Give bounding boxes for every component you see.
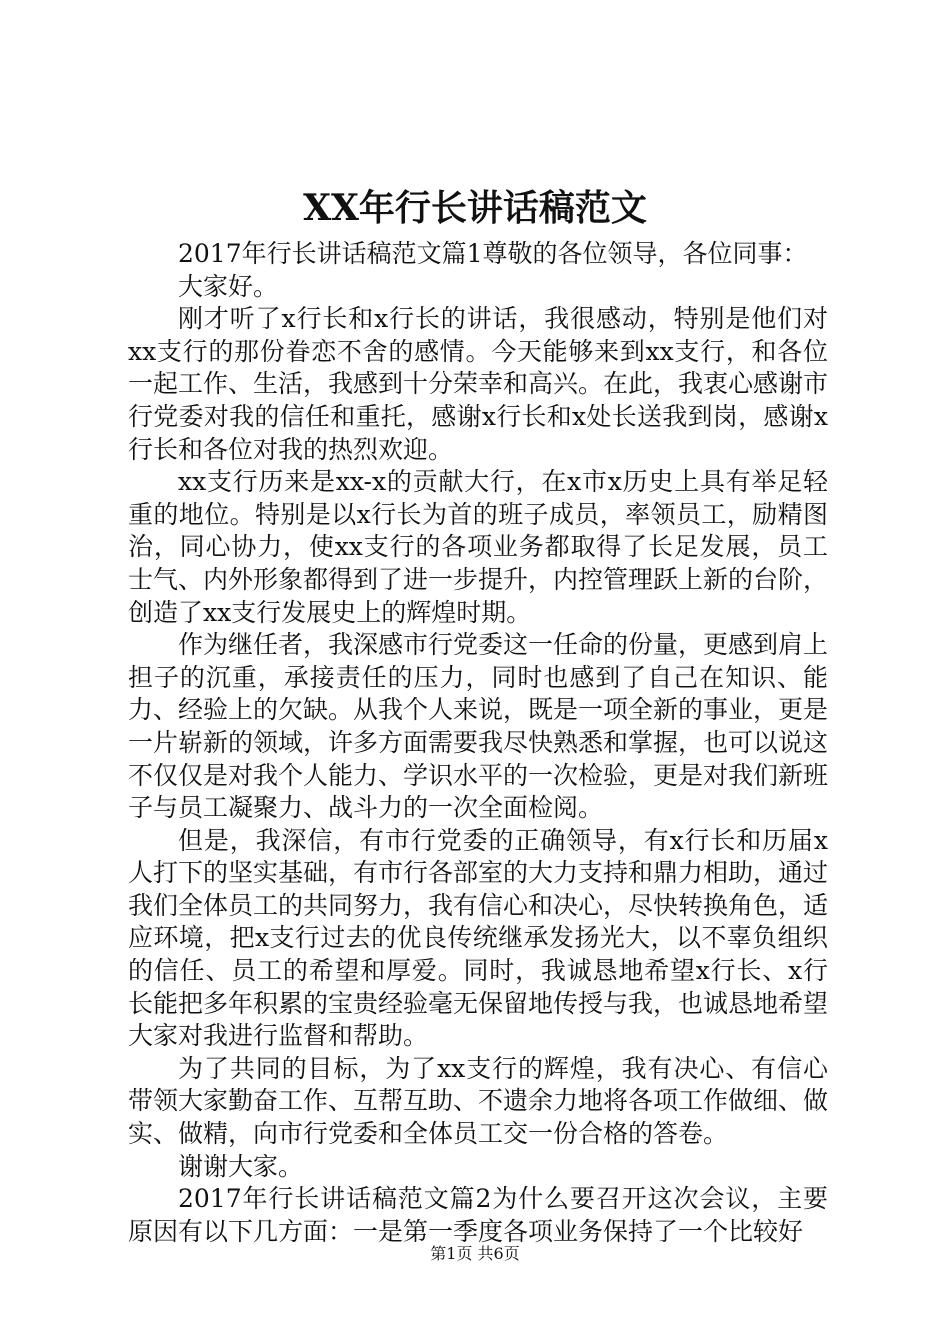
document-body [128, 238, 828, 1248]
paragraph: 为了共同的目标，为了xx支行的辉煌，我有决心、有信心带领大家勤奋工作、互帮互助、不遗余力地将各项工作做细、做实、做精，向市行党委和全体员工交一份合格的答卷。 [128, 1053, 829, 1149]
paragraph: 但是，我深信，有市行党委的正确领导，有x行长和历届x人打下的坚实基础，有市行各部室的大力支持和鼎力相助，通过我们全体员工的共同努力，我有信心和决心，尽快转换角色，适应环境，把x支行过去的优良传统继承发扬光大，以不辜负组织的信任、员工的希望和厚爱。同时，我诚恳地希望x行长、x行长能把多年积累的宝贵经验毫无保留地传授与我，也诚恳地希望大家对我进行监督和帮助。 [128, 825, 829, 1051]
paragraph-greeting: 大家好。 [178, 271, 279, 301]
document-title: XX年行长讲话稿范文 [303, 187, 647, 229]
paragraph: 作为继任者，我深感市行党委这一任命的份量，更感到肩上担子的沉重，承接责任的压力，同时也感到了自己在知识、能力、经验上的欠缺。从我个人来说，既是一项全新的事业，更是一片崭新的领域，许多方面需要我尽快熟悉和掌握，也可以说这不仅仅是对我个人能力、学识水平的一次检验，更是对我们新班子与员工凝聚力、战斗力的一次全面检阅。 [128, 630, 829, 823]
paragraph: xx支行历来是xx-x的贡献大行，在x市x历史上具有举足轻重的地位。特别是以x行长为首的班子成员，率领员工，励精图治，同心协力，使xx支行的各项业务都取得了长足发展，员工士气、内外形象都得到了进一步提升，内控管理跃上新的台阶，创造了xx支行发展史上的辉煌时期。 [128, 467, 829, 627]
page-number-footer: 第1页 共6页 [430, 1244, 520, 1263]
paragraph-salutation: 2017年行长讲话稿范文篇1尊敬的各位领导，各位同事： [178, 239, 808, 268]
paragraph: 2017年行长讲话稿范文篇2为什么要召开这次会议，主要原因有以下几方面：一是第一季度各项业务保持了一个比较好 [128, 1184, 828, 1246]
paragraph: 刚才听了x行长和x行长的讲话，我很感动，特别是他们对xx支行的那份眷恋不舍的感情。今天能够来到xx支行，和各位一起工作、生活，我感到十分荣幸和高兴。在此，我衷心感谢市行党委对我的信任和重托，感谢x行长和x处长送我到岗，感谢x行长和各位对我的热烈欢迎。 [128, 304, 829, 464]
paragraph-thanks: 谢谢大家。 [178, 1151, 304, 1181]
